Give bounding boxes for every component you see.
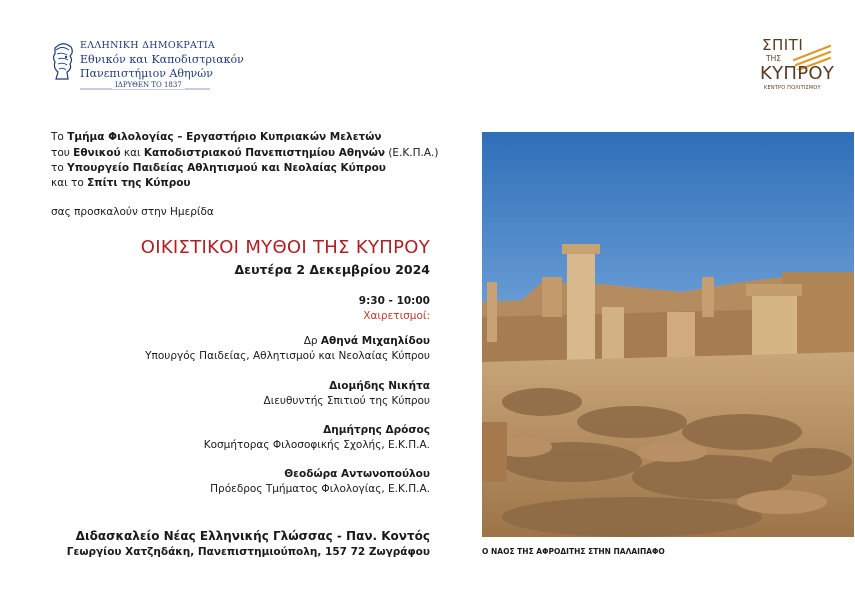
- intro-line-4: και το Σπίτι της Κύπρου: [51, 177, 191, 189]
- venue-address: Γεωργίου Χατζηδάκη, Πανεπιστημιούπολη, 157 72 Ζωγράφου: [66, 546, 430, 558]
- spiti-logo-word1: ΣΠΙΤΙ: [762, 36, 804, 54]
- spiti-logo-subtitle: ΚΕΝΤΡΟ ΠΟΛΙΤΙΣΜΟΥ: [764, 85, 821, 91]
- speaker-name: Δρ Αθηνά Μιχαηλίδου: [303, 335, 430, 347]
- session-label: Χαιρετισμοί:: [363, 310, 430, 322]
- speaker-role: Κοσμήτορας Φιλοσοφικής Σχολής, Ε.Κ.Π.Α.: [203, 439, 430, 451]
- temple-ruins-photo: [482, 132, 854, 537]
- university-name-line1: Εθνικόν και Καποδιστριακόν: [80, 53, 244, 66]
- intro-line-2: του Εθνικού και Καποδιστριακού Πανεπιστημίου Αθηνών (Ε.Κ.Π.Α.): [51, 147, 439, 159]
- speaker-role: Πρόεδρος Τμήματος Φιλολογίας, Ε.Κ.Π.Α.: [210, 483, 430, 495]
- session-time: 9:30 - 10:00: [358, 295, 430, 307]
- intro-line-1: Το Τμήμα Φιλολογίας – Εργαστήριο Κυπριακών Μελετών: [51, 131, 382, 143]
- event-title: ΟΙΚΙΣΤΙΚΟΙ ΜΥΘΟΙ ΤΗΣ ΚΥΠΡΟΥ: [140, 237, 430, 258]
- intro-line-3: το Υπουργείο Παιδείας Αθλητισμού και Νεολαίας Κύπρου: [51, 162, 386, 174]
- university-logo: [50, 40, 250, 95]
- speaker-role: Διευθυντής Σπιτιού της Κύπρου: [263, 395, 430, 407]
- invitation-line: σας προσκαλούν στην Ημερίδα: [51, 206, 214, 218]
- speaker-name: Δημήτρης Δρόσος: [323, 424, 430, 436]
- speaker-name: Διομήδης Νικήτα: [329, 380, 430, 392]
- photo-caption: Ο ΝΑΟΣ ΤΗΣ ΑΦΡΟΔΙΤΗΣ ΣΤΗΝ ΠΑΛΑΙΠΑΦΟ: [482, 547, 665, 556]
- speaker-name: Θεοδώρα Αντωνοπούλου: [284, 468, 430, 480]
- university-republic-label: ΕΛΛΗΝΙΚΗ ΔΗΜΟΚΡΑΤΙΑ: [80, 40, 216, 51]
- venue-name: Διδασκαλείο Νέας Ελληνικής Γλώσσας - Παν. Κοντός: [75, 529, 430, 543]
- athena-head-icon: [50, 42, 76, 80]
- speaker-role: Υπουργός Παιδείας, Αθλητισμού και Νεολαίας Κύπρου: [145, 350, 430, 362]
- university-name-line2: Πανεπιστήμιον Αθηνών: [80, 67, 213, 80]
- spiti-logo-word2: ΤΗΣ: [766, 54, 781, 63]
- university-founded-label: ΙΔΡΥΘΕΝ ΤΟ 1837: [112, 81, 185, 89]
- event-date: Δευτέρα 2 Δεκεμβρίου 2024: [234, 262, 430, 277]
- spiti-logo-word3: ΚΥΠΡΟΥ: [760, 63, 835, 84]
- spiti-kyprou-logo: [758, 36, 838, 96]
